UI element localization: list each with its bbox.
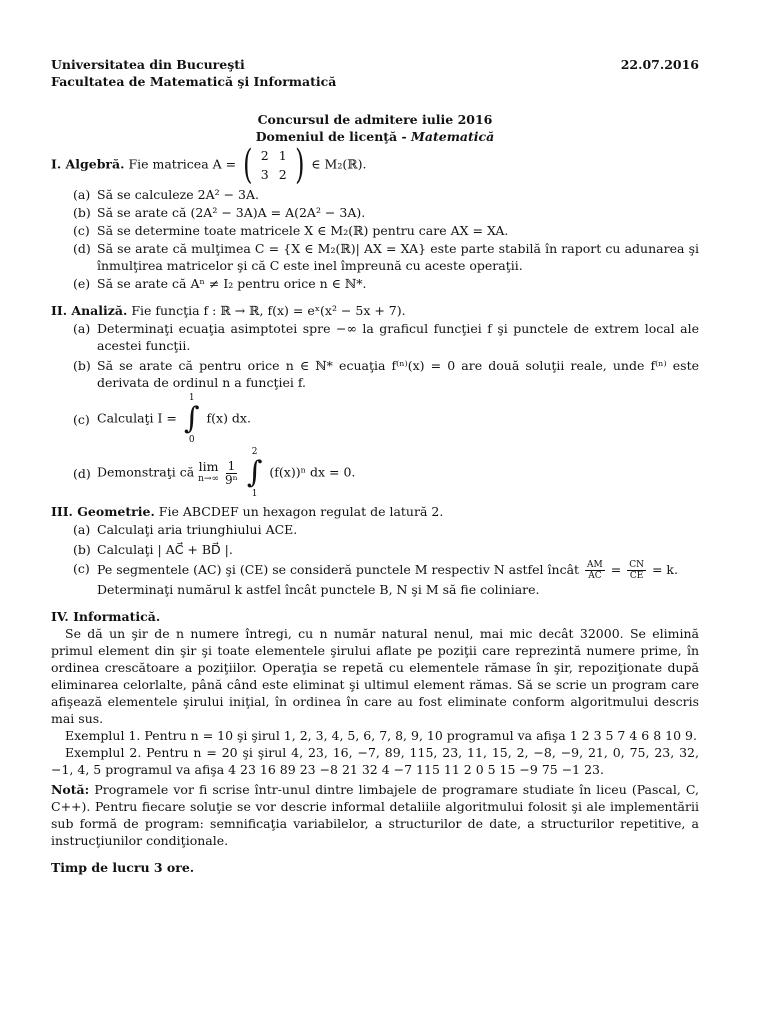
exam-page [51, 56, 699, 876]
algebra-items [73, 186, 699, 292]
list-item: (b) Să se arate că pentru orice n ∈ ℕ* ecuaţia f⁽ⁿ⁾(x) = 0 are două soluţii reale, unde f⁽ⁿ⁾ este derivata de ordinul n a funcţiei f. [73, 358, 699, 390]
section-analysis [51, 302, 699, 499]
faculty-name: Facultatea de Matematică şi Informatică [51, 74, 337, 89]
list-item: (d) Demonstraţi că lim n→∞ $\frac{1}{\text{9ⁿ}}$ 2 ∫ 1 (f(x))ⁿ dx = 0. [73, 447, 356, 499]
analysis-heading: II. Analiză. [51, 303, 128, 318]
limit: lim n→∞ [198, 459, 219, 484]
geometry-heading: III. Geometrie. [51, 504, 155, 519]
matrix-cell: 2 [278, 167, 287, 182]
matrix-cell: 2 [260, 148, 269, 163]
matrix-cell: 3 [260, 167, 269, 182]
list-item: (d) Să se arate că mulţimea C = {X ∈ M₂(ℝ)| AX = XA} este parte stabilă în raport cu adunarea şi înmulţirea matricelor şi că C este inel împreună cu aceste operaţii. [73, 241, 699, 273]
integral-sign: 2 ∫ 1 [246, 447, 263, 499]
header [51, 56, 699, 90]
geometry-items [73, 521, 699, 598]
fraction: $\frac{CN}{CE}$ [629, 560, 644, 581]
analysis-intro: II. Analiză. Fie funcţia f : ℝ → ℝ, f(x) = eˣ(x² − 5x + 7). [51, 303, 406, 318]
list-item: (c) Să se determine toate matricele X ∈ M₂(ℝ) pentru care AX = XA. [73, 223, 509, 238]
list-item: (b) Calculaţi | AC⃗ + BD⃗ |. [73, 542, 233, 557]
matrix-cell: 1 [278, 148, 287, 163]
matrix-a: ( 2 1 3 2 ) [243, 142, 305, 188]
example-2: Exemplul 2. Pentru n = 20 şi şirul 4, 23, 16, −7, 89, 115, 23, 11, 15, 2, −8, −9, 21, 0, 75, 23, 32, −1, 4, 5 programul va afişa 4 23 16 89 23 −8 21 32 4 −7 115 11 2 0 5 15 −9 75 −1 23. [51, 745, 699, 777]
geometry-intro: III. Geometrie. Fie ABCDEF un hexagon regulat de latură 2. [51, 504, 444, 519]
title-line-2: Domeniul de licenţă - Matematică [255, 129, 495, 144]
algebra-intro: I. Algebră. Fie matricea A = ( 2 1 3 2 ) ∈ M₂(ℝ). [51, 142, 367, 188]
informatics-statement: Se dă un şir de n numere întregi, cu n număr natural nenul, mai mic decât 32000. Se elimină primul element din şir şi toate elementele şirului aflate pe poziţii care reprezintă numere prime, în ordinea crescătoare a poziţiilor. Operaţia se repetă cu elementele rămase în şir, repoziţionate după eliminarea celorlalte, până când este eliminat şi ultimul element rămas. Să se scrie un program care afişează elementele şirului iniţial, în ordinea în care au fost eliminate conform algoritmului descris mai sus. [51, 626, 699, 726]
section-informatics [51, 608, 699, 849]
example-1: Exemplul 1. Pentru n = 10 şi şirul 1, 2, 3, 4, 5, 6, 7, 8, 9, 10 programul va afişa 1 2 3 5 7 4 6 8 10 9. [65, 728, 697, 743]
algebra-heading: I. Algebră. [51, 156, 125, 172]
list-item: (b) Să se arate că (2A² − 3A)A = A(2A² − 3A). [73, 205, 366, 220]
section-geometry [51, 503, 699, 598]
fraction: $\frac{1}{\text{9ⁿ}}$ [224, 458, 238, 487]
fraction: $\frac{AM}{AC}$ [587, 560, 603, 581]
note: Notă: Programele vor fi scrise într-unul dintre limbajele de programare studiate în liceu (Pascal, C, C++). Pentru fiecare soluţie se vor descrie informal detaliile algoritmului folosit şi ale implementării sub formă de program: semnificaţia variabilelor, a structurilor de date, a structurilor repetitive, a instrucţiunilor condiţionale. [51, 782, 699, 848]
list-item: (c) Pe segmentele (AC) şi (CE) se consideră punctele M respectiv N astfel încât $\frac{AM}{AC}$ = $\frac{CN}{CE}$ = k. Determinaţi numărul k astfel încât punctele B, N şi M să fie coliniare. [73, 560, 678, 597]
list-item: (a) Să se calculeze 2A² − 3A. [73, 187, 259, 202]
analysis-items [73, 320, 699, 499]
list-item: (a) Determinaţi ecuaţia asimptotei spre −∞ la graficul funcţiei f şi punctele de extrem local ale acestei funcţii. [73, 321, 699, 353]
section-algebra [51, 142, 699, 292]
integral-sign: 1 ∫ 0 [183, 393, 200, 445]
university-name: Universitatea din Bucureşti [51, 57, 245, 72]
list-item: (e) Să se arate că Aⁿ ≠ I₂ pentru orice n ∈ ℕ*. [73, 276, 367, 291]
list-item: (a) Calculaţi aria triunghiului ACE. [73, 522, 298, 537]
list-item: (c) Calculaţi I = 1 ∫ 0 f(x) dx. [73, 393, 251, 445]
title-line-1: Concursul de admitere iulie 2016 [257, 112, 493, 127]
note-label: Notă: [51, 782, 90, 797]
title-field: Matematică [411, 129, 495, 144]
exam-title [51, 111, 699, 145]
informatics-heading: IV. Informatică. [51, 609, 161, 624]
exam-date: 22.07.2016 [620, 57, 699, 72]
time-limit: Timp de lucru 3 ore. [51, 860, 195, 875]
